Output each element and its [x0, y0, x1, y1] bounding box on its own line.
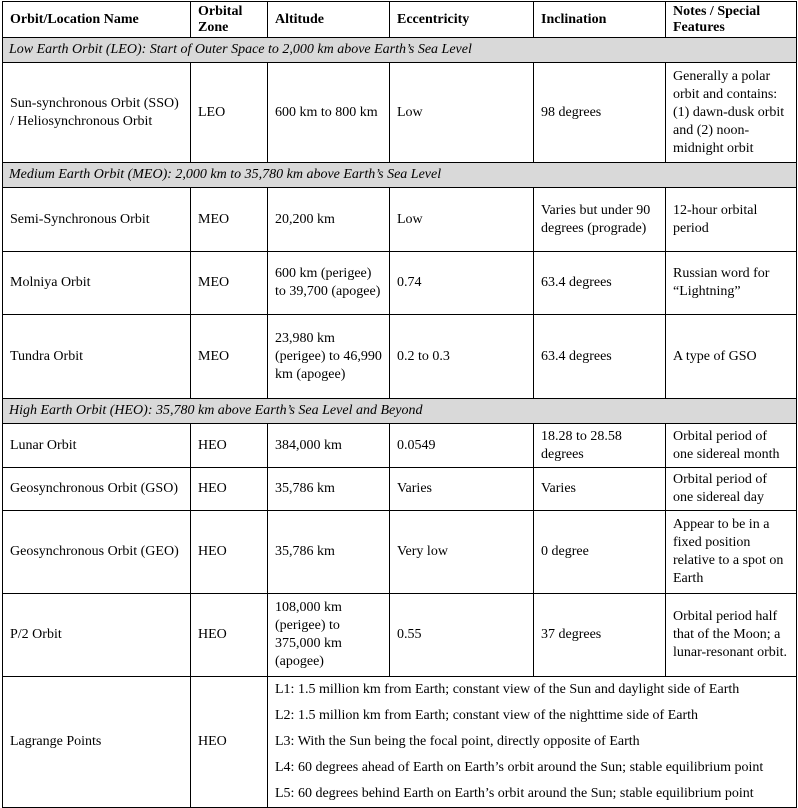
orbit-notes: Orbital period half that of the Moon; a lunar-resonant orbit.	[666, 594, 797, 677]
orbit-eccentricity: 0.0549	[390, 424, 534, 468]
table-row	[3, 424, 797, 468]
orbit-notes: Orbital period of one sidereal month	[666, 424, 797, 468]
orbit-zone: MEO	[191, 315, 268, 399]
orbit-zone: HEO	[191, 424, 268, 468]
orbit-eccentricity: Very low	[390, 511, 534, 594]
orbit-inclination: 63.4 degrees	[534, 252, 666, 315]
orbit-name: Geosynchronous Orbit (GSO)	[3, 468, 191, 511]
table-row	[3, 63, 797, 163]
table-row	[3, 594, 797, 677]
orbit-notes: Russian word for “Lightning”	[666, 252, 797, 315]
orbit-name: Lagrange Points	[3, 677, 191, 808]
header-zone: Orbital Zone	[191, 2, 268, 38]
orbit-eccentricity: 0.74	[390, 252, 534, 315]
lagrange-row	[3, 677, 797, 808]
lagrange-point-l1: L1: 1.5 million km from Earth; constant view of the Sun and daylight side of Earth	[275, 682, 740, 697]
orbit-inclination: 63.4 degrees	[534, 315, 666, 399]
section-row-meo	[3, 163, 797, 188]
orbit-name: P/2 Orbit	[3, 594, 191, 677]
orbit-eccentricity: Varies	[390, 468, 534, 511]
orbit-altitude: 600 km (perigee) to 39,700 (apogee)	[268, 252, 390, 315]
orbit-altitude: 108,000 km (perigee) to 375,000 km (apogee)	[268, 594, 390, 677]
orbit-altitude: 23,980 km (perigee) to 46,990 km (apogee)	[268, 315, 390, 399]
orbit-notes: Appear to be in a fixed position relative to a spot on Earth	[666, 511, 797, 594]
lagrange-point-l5: L5: 60 degrees behind Earth on Earth’s orbit around the Sun; stable equilibrium point	[275, 786, 754, 801]
orbit-altitude: 35,786 km	[268, 511, 390, 594]
orbit-inclination: 98 degrees	[534, 63, 666, 163]
orbit-inclination: 37 degrees	[534, 594, 666, 677]
table-row	[3, 315, 797, 399]
orbit-name: Sun-synchronous Orbit (SSO) / Heliosynchronous Orbit	[3, 63, 191, 163]
table-row	[3, 468, 797, 511]
orbit-eccentricity: 0.55	[390, 594, 534, 677]
lagrange-point-l3: L3: With the Sun being the focal point, directly opposite of Earth	[275, 734, 640, 749]
header-inclination: Inclination	[534, 2, 666, 38]
orbit-name: Molniya Orbit	[3, 252, 191, 315]
orbit-zone: MEO	[191, 188, 268, 252]
table-row	[3, 511, 797, 594]
orbit-inclination: 0 degree	[534, 511, 666, 594]
orbit-altitude: 35,786 km	[268, 468, 390, 511]
orbit-zone: MEO	[191, 252, 268, 315]
orbit-notes: Orbital period of one sidereal day	[666, 468, 797, 511]
header-row	[3, 2, 797, 38]
header-altitude: Altitude	[268, 2, 390, 38]
header-notes: Notes / Special Features	[666, 2, 797, 38]
section-title-meo: Medium Earth Orbit (MEO): 2,000 km to 35,780 km above Earth’s Sea Level	[3, 163, 797, 188]
section-title-heo: High Earth Orbit (HEO): 35,780 km above Earth’s Sea Level and Beyond	[3, 399, 797, 424]
orbit-eccentricity: Low	[390, 188, 534, 252]
section-row-heo	[3, 399, 797, 424]
orbit-notes: A type of GSO	[666, 315, 797, 399]
orbit-zone: HEO	[191, 468, 268, 511]
orbit-name: Geosynchronous Orbit (GEO)	[3, 511, 191, 594]
orbit-zone: LEO	[191, 63, 268, 163]
orbit-inclination: Varies but under 90 degrees (prograde)	[534, 188, 666, 252]
orbit-zone: HEO	[191, 677, 268, 808]
orbit-eccentricity: Low	[390, 63, 534, 163]
orbit-inclination: Varies	[534, 468, 666, 511]
orbit-eccentricity: 0.2 to 0.3	[390, 315, 534, 399]
header-name: Orbit/Location Name	[3, 2, 191, 38]
orbit-table	[2, 1, 797, 808]
orbit-name: Semi-Synchronous Orbit	[3, 188, 191, 252]
orbit-altitude: 600 km to 800 km	[268, 63, 390, 163]
orbit-altitude: 384,000 km	[268, 424, 390, 468]
section-row-leo	[3, 38, 797, 63]
orbit-altitude: 20,200 km	[268, 188, 390, 252]
section-title-leo: Low Earth Orbit (LEO): Start of Outer Space to 2,000 km above Earth’s Sea Level	[3, 38, 797, 63]
orbit-name: Tundra Orbit	[3, 315, 191, 399]
lagrange-point-l2: L2: 1.5 million km from Earth; constant view of the nighttime side of Earth	[275, 708, 699, 723]
orbit-name: Lunar Orbit	[3, 424, 191, 468]
orbit-zone: HEO	[191, 594, 268, 677]
orbit-inclination: 18.28 to 28.58 degrees	[534, 424, 666, 468]
orbit-zone: HEO	[191, 511, 268, 594]
header-eccentricity: Eccentricity	[390, 2, 534, 38]
orbit-notes: Generally a polar orbit and contains: (1) dawn-dusk orbit and (2) noon-midnight orbit	[666, 63, 797, 163]
lagrange-point-l4: L4: 60 degrees ahead of Earth on Earth’s orbit around the Sun; stable equilibrium point	[275, 760, 764, 775]
lagrange-points	[268, 677, 797, 808]
table-row	[3, 188, 797, 252]
table-row	[3, 252, 797, 315]
orbit-notes: 12-hour orbital period	[666, 188, 797, 252]
